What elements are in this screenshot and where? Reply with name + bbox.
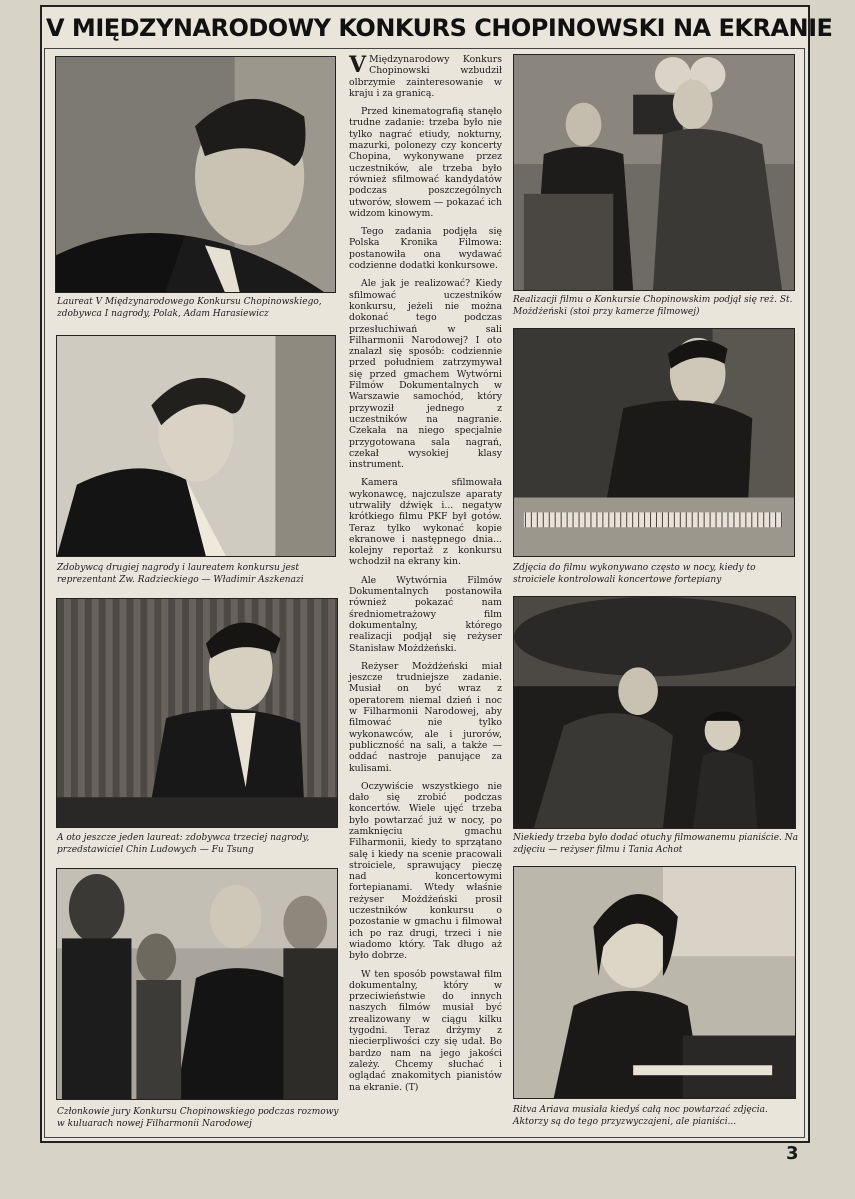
photo-harasiewicz	[55, 56, 336, 293]
article-paragraph: Ale Wytwórnia Filmów Dokumentalnych postanowiła również pokazać nam średniometrażowy film dokumentalny, którego realizacji podjął się reżyser Stanisław Możdżeński.	[349, 574, 502, 654]
article-paragraph: W ten sposób powstawał film dokumentalny, który w przeciwieństwie do innych naszych filmów musiał być zrealizowany w ciągu kilku tygodni. Teraz drżymy z niecierpliwości czy się udał. Bo bardzo nam na jego jakości zależy. Chcemy słuchać i oglądać znakomitych pianistów na ekranie. (T)	[349, 968, 502, 1093]
article-paragraph: V Międzynarodowy Konkurs Chopinowski wzbudził olbrzymie zainteresowanie w kraju i za granicą.	[349, 52, 502, 99]
caption-photo1: Laureat V Międzynarodowego Konkursu Chopinowskiego, zdobywca I nagrody, Polak, Adam Harasiewicz	[57, 297, 322, 319]
photo-night-filming	[513, 328, 795, 557]
caption-photo4: Członkowie jury Konkursu Chopinowskiego podczas rozmowy w kuluarach nowej Filharmonii Narodowej	[57, 1107, 339, 1129]
article-paragraph: Ale jak je realizować? Kiedy sfilmować uczestników konkursu, jeżeli nie można dokonać tego podczas przesłuchiwań w sali Filharmonii Narodowej? I oto znalazł się sposób: codziennie przed południem zatrzymywał się przed gmachem Wytwórni Filmów Dokumentalnych w Warszawie samochód, który przywoził jednego z uczestników na nagranie. Czekała na niego specjalnie przygotowana sala nagrań, czekał wysokiej klasy instrument.	[349, 278, 502, 471]
article-paragraph: Kamera sfilmowała wykonawcę, najczulsze aparaty utrwaliły dźwięk i... negatyw krótkiego filmu PKF był gotów. Teraz tylko wykonać kopie ekranowe i następnego dnia... kolejny reportaż z konkursu wchodził na ekrany kin.	[349, 477, 502, 568]
photo-fu-tsung	[56, 598, 338, 828]
caption-photo3: A oto jeszcze jeden laureat: zdobywca trzeciej nagrody, przedstawiciel Chin Ludowych — Fu Tsung	[57, 833, 310, 855]
caption-photo8: Ritva Ariava musiała kiedyś całą noc powtarzać zdjęcia. Aktorzy są do tego przyzwyczajeni, ale pianiści...	[513, 1105, 768, 1127]
caption-photo7: Niekiedy trzeba było dodać otuchy filmowanemu pianiście. Na zdjęciu — reżyser filmu i Tania Achot	[513, 833, 799, 855]
article-body	[349, 54, 502, 1136]
article-paragraph: Tego zadania podjęła się Polska Kronika Filmowa: postanowiła ona wydawać codzienne dodatki konkursowe.	[349, 226, 502, 272]
photo-jury	[56, 868, 338, 1100]
article-paragraph: Oczywiście wszystkiego nie dało się zrobić podczas koncertów. Wiele ujęć trzeba było powtarzać już w nocy, po zamknięciu gmachu Filharmonii, kiedy to sprzątano salę i kiedy na scenie pracowali stroiciele, sprawujący pieczę nad koncertowymi fortepianami. Wtedy właśnie reżyser Możdżeński prosił uczestników konkursu o pozostanie w gmachu i filmował ich po raz drugi, trzeci i nie wiadomo który. Tak długo aż było dobrze.	[349, 780, 502, 962]
caption-photo5: Realizacji filmu o Konkursie Chopinowskim podjął się reż. St. Możdżeński (stoi przy kamerze filmowej)	[513, 295, 793, 317]
caption-photo2: Zdobywcą drugiej nagrody i laureatem konkursu jest reprezentant Zw. Radzieckiego — Władimir Aszkenazi	[57, 563, 304, 585]
article-paragraph: Przed kinematografią stanęło trudne zadanie: trzeba było nie tylko nagrać etiudy, nokturny, mazurki, polonezy czy koncerty Chopina, wykonywane przez uczestników, ale trzeba było również sfilmować kandydatów podczas poszczególnych utworów, słowem — pokazać ich widzom kinowym.	[349, 106, 502, 219]
drop-cap: V	[349, 52, 367, 78]
caption-photo6: Zdjęcia do filmu wykonywano często w nocy, kiedy to stroiciele kontrolowali koncertowe fortepiany	[513, 563, 756, 585]
photo-film-crew	[513, 54, 795, 291]
page-title: V MIĘDZYNARODOWY KONKURS CHOPINOWSKI NA EKRANIE	[46, 14, 833, 42]
photo-aszkenazi	[56, 335, 336, 557]
page-number: 3	[786, 1143, 799, 1164]
article-paragraph: Reżyser Możdżeński miał jeszcze trudniejsze zadanie. Musiał on być wraz z operatorem niemal dzień i noc w Filharmonii Narodowej, aby filmować nie tylko wykonawców, ale i jurorów, publiczność na sali, a także — oddać nastroje panujące za kulisami.	[349, 660, 502, 774]
photo-ritva-ariava	[513, 866, 796, 1099]
photo-director-pianist	[513, 596, 796, 829]
